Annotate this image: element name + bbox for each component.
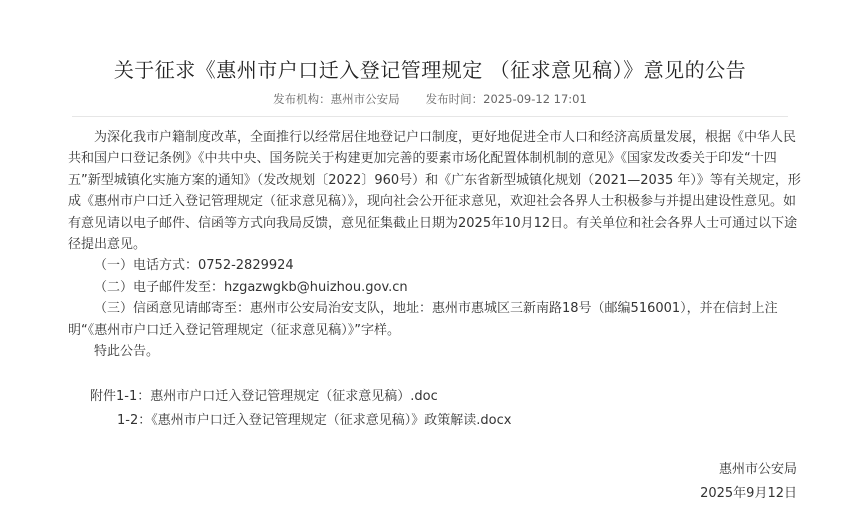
contact-email: （二）电子邮件发至：hzgazwgkb@huizhou.gov.cn bbox=[94, 279, 408, 295]
page-title: 关于征求《惠州市户口迁入登记管理规定 （征求意见稿）》意见的公告 bbox=[113, 58, 747, 82]
article-body bbox=[68, 127, 804, 362]
signature-org: 惠州市公安局 bbox=[718, 462, 797, 477]
attachment-2-prefix: 1-2： bbox=[117, 413, 152, 428]
attachment-1-link[interactable]: 惠州市户口迁入登记管理规定（征求意见稿）.doc bbox=[150, 389, 438, 404]
intro-paragraph: 为深化我市户籍制度改革，全面推行以经常居住地登记户口制度，更好地促进全市人口和经济高质量发展，根据《中华人民共和国户口登记条例》《中共中央、国务院关于构建更加完善的要素市场化配置体制机制的意见》《国家发改委关于印发“十四五”新型城镇化实施方案的通知》（发改规划〔2022〕960号）和《广东省新型城镇化规划（2021—2035 年）》等有关规定，形成《惠州市户口迁入登记管理规定（征求意见稿）》，现向社会公开征求意见，欢迎社会各界人士积极参与并提出建设性意见。如有意见请以电子邮件、信函等方式向我局反馈，意见征集截止日期为2025年10月12日。有关单位和社会各界人士可通过以下途径提出意见。 bbox=[68, 130, 801, 253]
attachment-1-prefix: 附件1-1： bbox=[90, 389, 151, 404]
closing-text: 特此公告。 bbox=[94, 344, 160, 360]
publish-time-value: 2025-09-12 17:01 bbox=[483, 92, 587, 106]
signature-date: 2025年9月12日 bbox=[700, 486, 797, 501]
attachment-1 bbox=[0, 385, 860, 404]
attachment-2 bbox=[0, 409, 860, 428]
publisher-value: 惠州市公安局 bbox=[330, 92, 400, 106]
contact-mail: （三）信函意见请邮寄至：惠州市公安局治安支队，地址：惠州市惠城区三新南路18号（邮编516001），并在信封上注明“《惠州市户口迁入登记管理规定（征求意见稿）》”字样。 bbox=[68, 301, 778, 338]
contact-phone: （一）电话方式：0752-2829924 bbox=[94, 258, 294, 274]
publish-meta bbox=[0, 91, 860, 107]
publisher-label: 发布机构： bbox=[273, 92, 331, 106]
divider bbox=[72, 116, 788, 117]
attachment-2-link[interactable]: 《惠州市户口迁入登记管理规定（征求意见稿）》政策解读.docx bbox=[151, 413, 512, 428]
publish-time-label: 发布时间： bbox=[425, 92, 484, 106]
